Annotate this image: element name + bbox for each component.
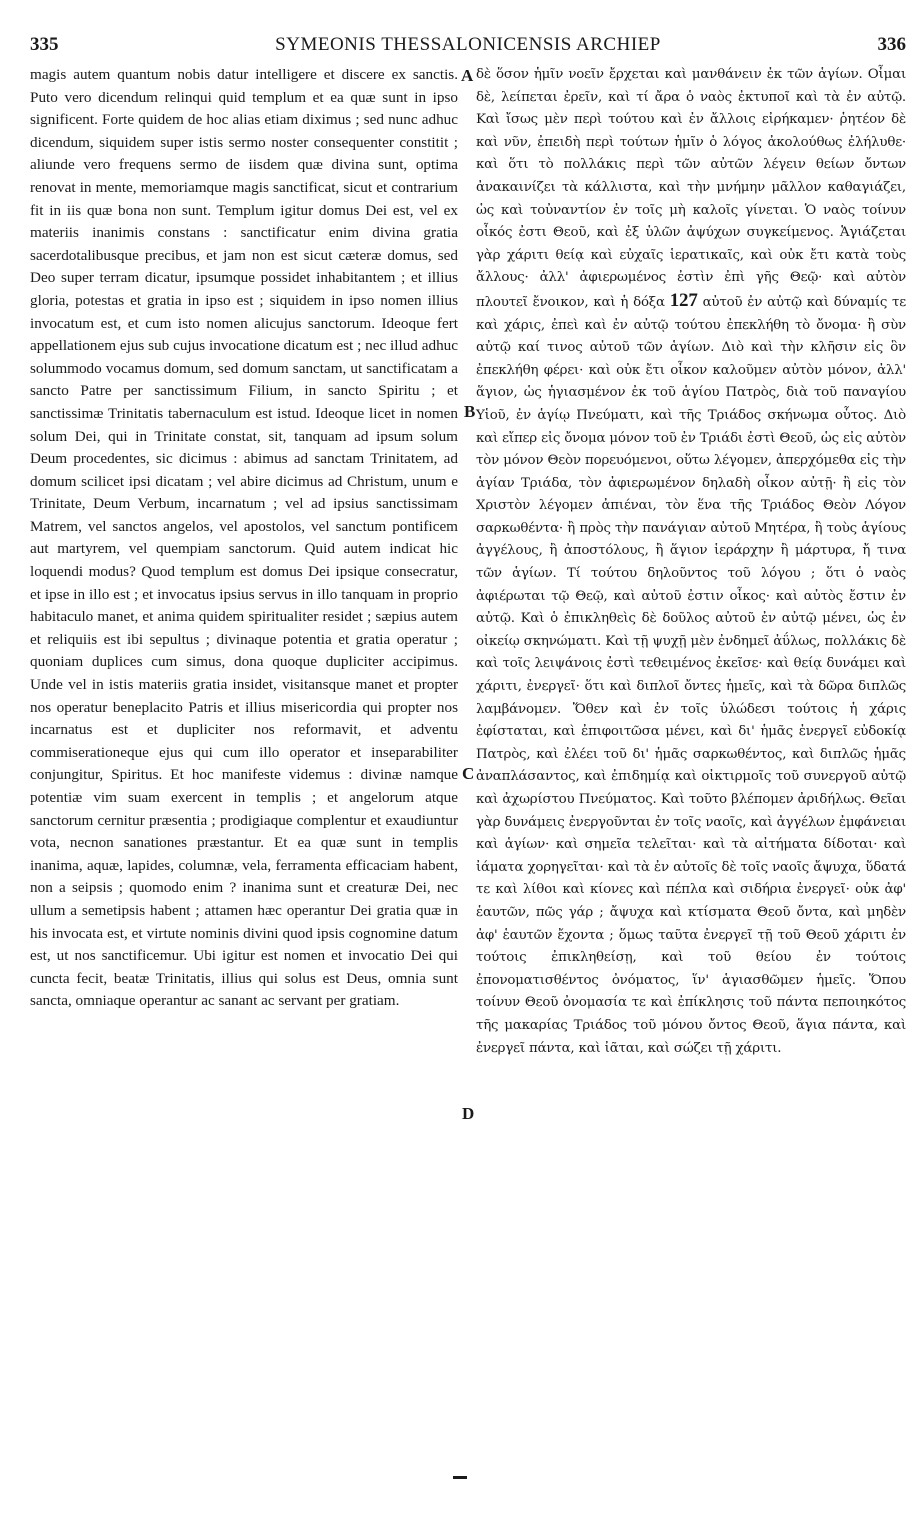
greek-text-part-1: δὲ ὅσον ἡμῖν νοεῖν ἔρχεται καὶ μανθάνειν ἐκ τῶν ἁγίων. Οἶμαι δὲ, λείπεται ἐρεῖν, καὶ τί ἄρα ὁ ναὸς ἐκτυποῖ καὶ τὰ ἐν αὐτῷ. Καὶ ἴσως μὲν περὶ τούτου καὶ ἐν ἄλλοις εἰρήκαμεν· ῥητέον δὲ καὶ νῦν, ἐπειδὴ περὶ τούτων ἡμῖν ὁ λόγος ἀκολούθως ἐλήλυθε· καὶ ὅτι τὸ πολλάκις περὶ τῶν αὐτῶν λέγειν θείων ὄντων ἀνακαινίζει τὰ κάλλιστα, καὶ τὴν μνήμην μᾶλλον καθαγιάζει, ὡς καὶ τοὐναντίον ἐν τοῖς μὴ καλοῖς γίνεται. Ὁ ναὸς τοίνυν οἶκός ἐστι Θεοῦ, καὶ ἐξ ὑλῶν ἀψύχων συγκείμενος. Ἁγιάζεται γὰρ χάριτι θείᾳ καὶ εὐχαῖς ἱερατικαῖς, καὶ οὐκ ἔτι κατὰ τοὺς ἄλλους· ἀλλ' ἀφιερωμένος ἐστὶν ἐπὶ γῆς Θεῷ· καὶ αὐτὸν πλουτεῖ ἔνοικον, καὶ ἡ δόξα [476, 67, 906, 310]
greek-text-part-2: αὐτοῦ ἐν αὐτῷ καὶ δύναμίς τε καὶ χάρις, ἐπεὶ καὶ ἐν αὐτῷ τούτου ἐπεκλήθη τὸ ὄνομα· ἢ σὺν αὐτῷ καί τινος αὐτοῦ τῶν ἁγίων. Διὸ καὶ τὴν κλῆσιν εἰς ὃν ἐπεκλήθη φέρει· καὶ οὐκ ἔτι οἶκον καλοῦμεν αὐτὸν μόνον, ἀλλ' ἅγιον, ὡς ἡγιασμένον ἐκ τοῦ ἁγίου Πατρὸς, διὰ τοῦ παναγίου Υἱοῦ, ἐν ἁγίῳ Πνεύματι, καὶ τῆς Τριάδος σκήνωμα οὗτος. Διὸ καὶ εἴπερ εἰς ὄνομα μόνον τοῦ ἐν Τριάδι ἐστὶ Θεοῦ, ὡς εἰς αὐτὸν τὸν μόνον Θεὸν πορευόμενοι, οὕτω λέγομεν, ἀπερχόμεθα εἰς τὴν ἁγίαν Τριάδα, τὸν ἀφιερωμένον δηλαδὴ οἶκον αὐτῇ· ἢ εἰς τὸν Χριστὸν λέγομεν ἀπιέναι, τὸν ἕνα τῆς Τριάδος Θεὸν Λόγον σαρκωθέντα· ἢ πρὸς τὴν πανάγιαν αὐτοῦ Μητέρα, ἢ τοὺς ἁγίους ἀγγέλους, ἢ ἀποστόλους, ἢ ἅγιον ἱεράρχην ἢ μάρτυρα, ἤ τινα τῶν ἁγίων. Τί τούτου δηλοῦντος τοῦ λόγου ; ὅτι ὁ ναὸς ἀφιέρωται τῷ Θεῷ, καὶ αὐτοῦ ἐστιν οἶκος· καὶ αὐτὸς ἔστιν ἐν αὐτῷ. Καὶ ὁ ἐπικληθεὶς δὲ δοῦλος αὐτοῦ ἐν αὐτῷ μένει, ὡς ἐν οἰκείῳ σκηνώματι. Καὶ τῇ ψυχῇ μὲν ἐνδημεῖ ἀΰλως, πολλάκις δὲ καὶ τοῖς λειψάνοις ἐστὶ τεθειμένος ἐκεῖσε· καὶ θείᾳ δυνάμει καὶ χάριτι, ἐνεργεῖ· ὅτι καὶ διπλοῖ ὄντες ἡμεῖς, καὶ τὰ δῶρα διπλῶς λαμβάνομεν. Ὅθεν καὶ ἐν τοῖς ὑλώδεσι τούτοις ἡ χάρις ἐφίσταται, καὶ ἐπιφοιτῶσα μένει, καὶ δι' ἡμᾶς ἐνεργεῖ εὐδοκίᾳ Πατρὸς, καὶ ἐλέει τοῦ δι' ἡμᾶς σαρκωθέντος, καὶ διπλῶς ἡμᾶς ἀναπλάσαντος, καὶ ἐπιδημίᾳ καὶ οἰκτιρμοῖς τοῦ συνεργοῦ αὐτῷ καὶ ἀχωρίστου Πνεύματος. Καὶ τοῦτο βλέπομεν ἀριδήλως. Θεῖαι γὰρ δυνάμεις ἐνεργοῦνται ἐν τοῖς ναοῖς, καὶ ἀγγέλων ἐμφάνειαι καὶ ἁγίων· καὶ σημεῖα τελεῖται· καὶ τὰ αἰτήματα δίδοται· καὶ ἰάματα χορηγεῖται· καὶ τὰ ἐν αὐτοῖς δὲ τοῖς ναοῖς ἄψυχα, ὕδατά τε καὶ λίθοι καὶ κίονες καὶ πέπλα καὶ σιδήρια ἐνεργεῖ· οὐκ ἀφ' ἑαυτῶν, πῶς γάρ ; ἄψυχα καὶ κτίσματα Θεοῦ ὄντα, καὶ μηδὲν ἀφ' ἑαυτῶν ἔχοντα ; ὅμως ταῦτα ἐνεργεῖ τῇ τοῦ Θεοῦ χάριτι ἐν τούτοις ἐπικληθείσῃ, καὶ τοῦ θείου ἐν τούτοις ἐπονοματισθέντος ὀνόματος, ἵν' ἁγιασθῶμεν ἡμεῖς. Ὅπου τοίνυν Θεοῦ ὀνομασία τε καὶ ἐπίκλησις τοῦ πάντα πεποιηκότος τῆς μακαρίας Τριάδος τοῦ μόνου ὄντος Θεοῦ, ἅγια πάντα, καὶ ἐνεργεῖ πάντα, καὶ ἰᾶται, καὶ σώζει τῇ χάριτι. [476, 294, 907, 1056]
greek-text [476, 64, 906, 1060]
page-number-right: 336 [877, 34, 906, 55]
running-title: SYMEONIS THESSALONICENSIS ARCHIEP [275, 34, 661, 55]
latin-text: magis autem quantum nobis datur intelligere et discere ex sanctis. Puto vero dicendum relinqui quid templum et ea quæ sunt in ipso significent. Forte quidem de hoc alias etiam diximus ; sed nunc adhuc dicendum, siquidem super istis sermo noster consequenter constitit ; aliunde vero frequens sermo de iisdem quæ divina sunt, optima renovat in mente, memoriamque magis sanctificat, sicut et contrarium fit in iis quæ bona non sunt. Templum igitur domus Dei est, vel ex materiis inanimis constans : sanctificatur enim divina gratia sacerdotalibusque precibus, et jam non est sicut cæteræ domus, sed Deo super terram dicatur, ipsumque possidet inhabitantem ; et illius gloria, potestas et gratia in ipso est ; siquidem in ipso nomen illius invocatum est, et cum isto nomen alicujus sanctorum. Ideoque fert appellationem ejus sub cujus invocatione dicatum est ; nec illud adhuc solummodo vocamus domum, sed domum sanctam, ut sanctificatam a sancto Patre per sanctissimum Filium, in sancto Spiritu ; et sanctissimæ Trinitatis tabernaculum est istud. Ideoque licet in nomen solum Dei, qui in Trinitate constat, sit, tanquam ad ipsum solum Deum procedentes, sic dicimus : abimus ad sanctam Trinitatem, ad domum scilicet ipsi dicatam ; vel abire dicimus ad Christum, unum e Trinitate, Deum Verbum, incarnatum ; vel ad ipsius sanctissimam Matrem, vel sanctos angelos, vel apostolos, vel sanctum pontificem aut martyrem, vel quempiam sanctorum. Quid autem indicat hic loquendi modus? Quod templum est domus Dei ipsique consecratur, et ipse in illo est ; et invocatus ipsius servus in illo tanquam in proprio habitaculo manet, et anima quidem spiritualiter residet ; sæpius autem et reliquiis est ibi sepultus ; divinaque potentia et gratia operatur ; quoniam duplices cum simus, dona quoque dupliciter accipimus. Unde vel in istis materiis gratia insidet, visitansque manet et propter nos operatur beneplacito Patris et illius misericordia qui propter nos incarnatus est et dupliciter nos reformavit, et adventu commiserationeque ejus qui cum illo operator et inseparabiliter conjungitur, Spiritus. Et hoc manifeste videmus : divinæ namque potentiæ vim suam exercent in templis ; et angelorum atque sanctorum cernitur præsentia ; prodigiaque complentur et exaudiuntur vota, necnon sanationes præstantur. Et ea quæ sunt in templis inanima, aquæ, lapides, columnæ, vela, ferramenta efficaciam habent, non a seipsis ; quomodo enim ? inanima sunt et creaturæ Dei, nec ullum a semetipsis habent ; attamen hæc operantur Dei gratia quæ in his invocata est, et virtute nominis divini quod ipsis cognomine datum est, ut nos sanctificemur. Ubi igitur est nomen et invocatio Dei qui cuncta fecit, beatæ Trinitatis, illius qui solus est Deus, omnia sunt sancta, omniaque operantur ac sanant ac servant per gratiam. [30, 66, 458, 1010]
end-divider [453, 1476, 467, 1479]
page-number-left: 335 [30, 34, 59, 55]
margin-marker-d: D [462, 1104, 475, 1123]
margin-marker-b: B [464, 402, 476, 421]
margin-marker-c: C [462, 764, 475, 783]
greek-column [476, 64, 906, 1060]
margin-marker-a: A [461, 66, 474, 85]
column-number: 127 [669, 289, 698, 311]
latin-column [30, 64, 458, 1013]
page-header [30, 34, 906, 56]
